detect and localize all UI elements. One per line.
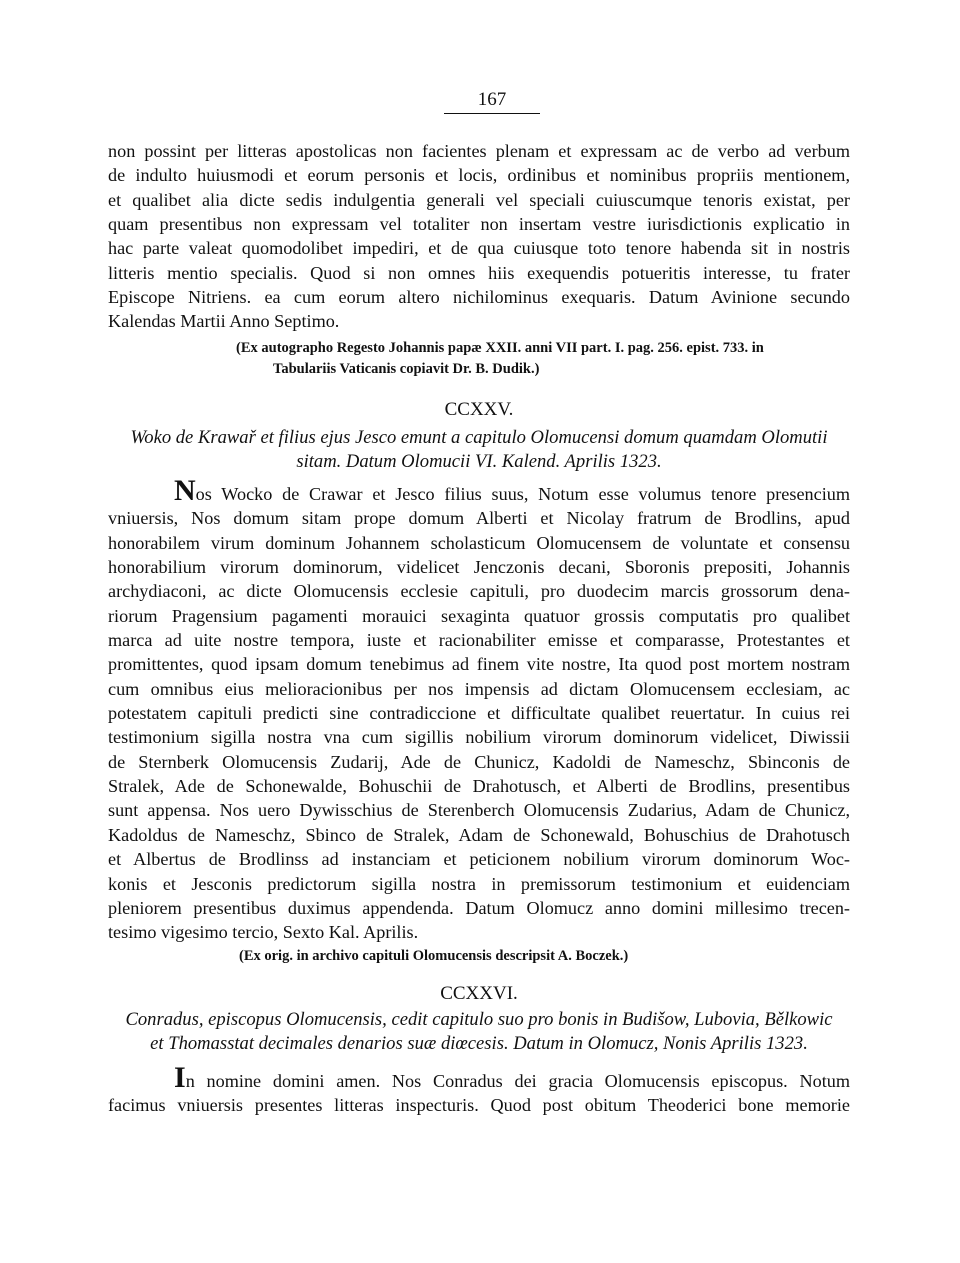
text-line: non possint per litteras apostolicas non facientes plenam et expressam ac de verbo ad verbum [108, 141, 850, 161]
initial-letter: I [174, 1061, 186, 1094]
text-line: de indulto huiusmodi et eorum personis et locis, ordinibus et nominibus propriis mentionem, [108, 165, 850, 186]
text-line: archydiaconi, ac dicte Olomucensis ecclesie capituli, pro duodecim marcis grossorum dena- [108, 581, 850, 602]
document-numeral: CCXXVI. [440, 983, 518, 1004]
first-line-rest: os Wocko de Crawar et Jesco filius suus, Notum esse volumus tenore presencium [195, 484, 850, 504]
source-note: (Ex orig. in archivo capituli Olomucensis descripsit A. Boczek.) [239, 948, 629, 964]
text-line: honorabilium virorum dominorum, videlicet Jenczonis decani, Sboronis prepositi, Johannis [108, 557, 850, 578]
text-line: facimus vniuersis presentes litteras inspecturis. Quod post obitum Theoderici bone memorie [108, 1095, 850, 1116]
document-numeral: CCXXV. [444, 399, 514, 420]
summary-line: sitam. Datum Olomucii VI. Kalend. Aprilis 1323. [296, 451, 662, 472]
text-line: riorum Pragensium pagamenti morauici sexaginta quatuor grossis computatis pro qualibet [108, 605, 850, 626]
first-text-line [108, 1061, 850, 1094]
text-line: sunt appensa. Nos uero Dywisschius de Sterenberch Olomucensis Zudarius, Adam de Chunicz, [108, 800, 850, 821]
summary-line: Conradus, episcopus Olomucensis, cedit capitulo suo pro bonis in Budišow, Lubovia, Bělkowic [125, 1009, 833, 1030]
source-note-line: Tabulariis Vaticanis copiavit Dr. B. Dudik.) [273, 361, 540, 377]
text-line: konis et Jesconis predictorum sigilla nostra in premissorum testimonium et euidenciam [108, 873, 850, 894]
text-line: honorabilem virum dominum Johannem scholasticum Olomucensem de voluntate et consensu [108, 532, 850, 553]
text-line: et Albertus de Brodlinss ad instanciam et peticionem nobilium virorum dominorum Woc- [108, 849, 850, 870]
page-number: 167 [444, 88, 540, 114]
text-line: marca ad uite nostre tempora, iuste et racionabiliter emisse et comparasse, Protestantes et [108, 630, 850, 651]
text-line: Stralek, Ade de Schonewalde, Bohuschii de Drahotusch, et Alberti de Brodlins, presentibus [108, 776, 850, 797]
text-line: Kadoldus de Nameschz, Sbinco de Stralek, Adam de Schonewald, Bohuschius de Drahotusch [108, 824, 850, 845]
text-line: promittentes, quod ipsam domum tenebimus ad finem vite nostre, Ita quod post mortem nostram [108, 654, 850, 675]
text-line: testimonium sigilla nostra vna cum sigillis nobilium virorum dominorum videlicet, Diwissii [108, 727, 850, 748]
text-line: litteris mentio specialis. Quod si non omnes hiis exequendis potueritis interesse, tu frater [108, 262, 850, 283]
continuation-text [108, 139, 850, 334]
document-summary [108, 1008, 850, 1056]
summary-line: Woko de Krawař et filius ejus Jesco emunt a capitulo Olomucensi domum quamdam Olomutii [130, 427, 828, 448]
text-line: hac parte valeat quomodolibet impediri, et de qua cuiusque toto tenore habenda sit in nostris [108, 238, 850, 259]
text-line: pleniorem presentibus duximus appendenda. Datum Olomucz anno domini millesimo trecen- [108, 897, 850, 918]
text-line: quam presentibus non expressam vel totaliter non insertam vestre iurisdictionis explicatio in [108, 214, 850, 235]
first-text-line [108, 474, 850, 507]
document-body [108, 474, 850, 945]
text-line: potestatem capituli predicti sine contradiccione et difficultate qualibet reuertatur. In cuius rei [108, 703, 850, 724]
source-note-line: (Ex autographo Regesto Johannis papæ XXII. anni VII part. I. pag. 256. epist. 733. in [236, 340, 764, 356]
text-line: cum omnibus eius melioracionibus per nos impensis ad dictam Olomucensem ecclesiam, ac [108, 678, 850, 699]
initial-letter: N [174, 474, 196, 507]
document-body [108, 1061, 850, 1118]
summary-line: et Thomasstat decimales denarios suæ diœcesis. Datum in Olomucz, Nonis Aprilis 1323. [150, 1033, 808, 1054]
text-line: Episcope Nitriens. ea cum eorum altero nichilominus exequaris. Datum Avinione secundo [108, 287, 850, 308]
text-line: de Sternberk Olomucensis Zudarij, Ade de Chunicz, Kadoldi de Nameschz, Sbinconis de [108, 751, 850, 772]
text-line: Kalendas Martii Anno Septimo. [108, 311, 340, 332]
text-line: et qualibet alia dicte sedis indulgentia generali vel speciali cuiuscumque tenoris existat, per [108, 189, 850, 210]
first-line-rest: n nomine domini amen. Nos Conradus dei gracia Olomucensis episcopus. Notum [185, 1071, 850, 1091]
text-line: vniuersis, Nos domum sitam prope domum Alberti et Nicolay fratrum de Brodlins, apud [108, 508, 850, 529]
text-line: tesimo vigesimo tercio, Sexto Kal. Aprilis. [108, 922, 419, 943]
document-summary [108, 426, 850, 474]
